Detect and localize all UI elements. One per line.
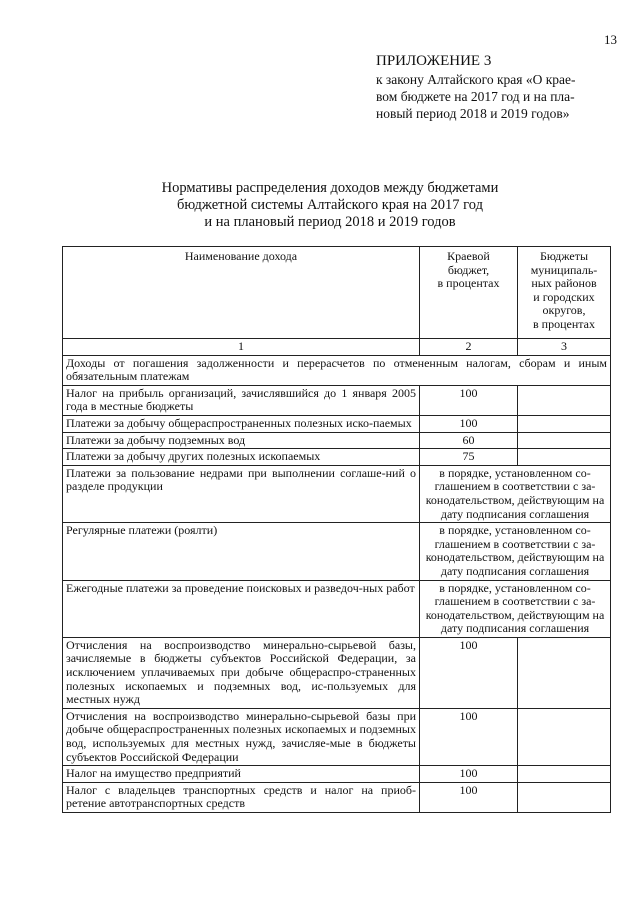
regional-share: 100 bbox=[420, 385, 518, 415]
column-number: 1 bbox=[63, 339, 420, 356]
header-regional-budget bbox=[420, 247, 518, 339]
municipal-share bbox=[518, 766, 611, 783]
municipal-share bbox=[518, 449, 611, 466]
column-number-row bbox=[63, 339, 611, 356]
header-income-name: Наименование дохода bbox=[63, 247, 420, 339]
title-line: Нормативы распределения доходов между бюджетами bbox=[161, 180, 499, 196]
document-title bbox=[120, 180, 540, 231]
income-name: Налог на прибыль организаций, зачислявшийся до 1 января 2005 года в местные бюджеты bbox=[63, 385, 420, 415]
table-row bbox=[63, 465, 611, 522]
header-line: округов, bbox=[542, 303, 586, 318]
header-line: Бюджеты bbox=[539, 249, 589, 263]
header-line: бюджет, bbox=[447, 262, 490, 277]
table-row bbox=[63, 580, 611, 637]
table-row bbox=[63, 637, 611, 708]
income-name: Регулярные платежи (роялти) bbox=[63, 523, 420, 580]
header-line: в процентах bbox=[437, 276, 500, 291]
table-row bbox=[63, 432, 611, 449]
income-name: Платежи за добычу подземных вод bbox=[63, 432, 420, 449]
header-line: в процентах bbox=[533, 316, 595, 331]
table-row bbox=[63, 449, 611, 466]
section-header-row bbox=[63, 355, 611, 385]
title-line: бюджетной системы Алтайского края на 2017 год bbox=[177, 197, 483, 213]
regional-share: 75 bbox=[420, 449, 518, 466]
appendix-heading: ПРИЛОЖЕНИЕ 3 bbox=[376, 53, 492, 69]
column-number: 3 bbox=[518, 339, 611, 356]
table-row bbox=[63, 385, 611, 415]
regional-share: 100 bbox=[420, 766, 518, 783]
regional-share: 60 bbox=[420, 432, 518, 449]
appendix-block bbox=[376, 52, 626, 122]
regional-share: 100 bbox=[420, 782, 518, 812]
page-number: 13 bbox=[604, 32, 617, 47]
header-line: ных районов bbox=[531, 276, 597, 291]
regional-share: 100 bbox=[420, 708, 518, 765]
income-name: Отчисления на воспроизводство минерально-сырьевой базы, зачисляемые в бюджеты субъектов Российской Федерации, за исключением уплачиваемых при добыче общераспро-страненных полезных ископаемых и подземных вод, ис-пользуемых для местных нужд bbox=[63, 637, 420, 708]
revenue-norms-table bbox=[62, 246, 611, 813]
agreement-note: в порядке, установленном со-глашением в соответствии с за-конодательством, действующим на дату подписания соглашения bbox=[420, 523, 611, 580]
header-line: и городских bbox=[533, 289, 595, 304]
income-name: Ежегодные платежи за проведение поисковых и разведоч-ных работ bbox=[63, 580, 420, 637]
income-name: Налог с владельцев транспортных средств и налог на приоб-ретение автотранспортных средств bbox=[63, 782, 420, 812]
column-number: 2 bbox=[420, 339, 518, 356]
appendix-line: к закону Алтайского края «О крае- bbox=[376, 72, 576, 87]
title-line: и на плановый период 2018 и 2019 годов bbox=[204, 214, 456, 230]
appendix-line: вом бюджете на 2017 год и на пла- bbox=[376, 89, 575, 104]
appendix-line: новый период 2018 и 2019 годов» bbox=[376, 106, 570, 121]
header-row bbox=[63, 247, 611, 339]
municipal-share bbox=[518, 782, 611, 812]
regional-share: 100 bbox=[420, 637, 518, 708]
income-name: Платежи за пользование недрами при выполнении соглаше-ний о разделе продукции bbox=[63, 465, 420, 522]
income-name: Платежи за добычу других полезных ископаемых bbox=[63, 449, 420, 466]
table-row bbox=[63, 708, 611, 765]
table-row bbox=[63, 766, 611, 783]
table-row bbox=[63, 782, 611, 812]
municipal-share bbox=[518, 637, 611, 708]
section-header: Доходы от погашения задолженности и перерасчетов по отмененным налогам, сборам и иным обязательным платежам bbox=[63, 355, 611, 385]
income-name: Налог на имущество предприятий bbox=[63, 766, 420, 783]
municipal-share bbox=[518, 415, 611, 432]
municipal-share bbox=[518, 385, 611, 415]
income-name: Платежи за добычу общераспространенных полезных иско-паемых bbox=[63, 415, 420, 432]
agreement-note: в порядке, установленном со-глашением в соответствии с за-конодательством, действующим на дату подписания соглашения bbox=[420, 580, 611, 637]
regional-share: 100 bbox=[420, 415, 518, 432]
municipal-share bbox=[518, 432, 611, 449]
header-municipal-budgets bbox=[518, 247, 611, 339]
header-line: Краевой bbox=[447, 249, 490, 263]
agreement-note: в порядке, установленном со-глашением в соответствии с за-конодательством, действующим на дату подписания соглашения bbox=[420, 465, 611, 522]
income-name: Отчисления на воспроизводство минерально-сырьевой базы при добыче общераспространенных полезных ископаемых и подземных вод, используемых для местных нужд, зачисляе-мые в бюджеты субъектов Российской Федерации bbox=[63, 708, 420, 765]
municipal-share bbox=[518, 708, 611, 765]
header-line: муниципаль- bbox=[530, 262, 598, 277]
table-row bbox=[63, 415, 611, 432]
table-row bbox=[63, 523, 611, 580]
